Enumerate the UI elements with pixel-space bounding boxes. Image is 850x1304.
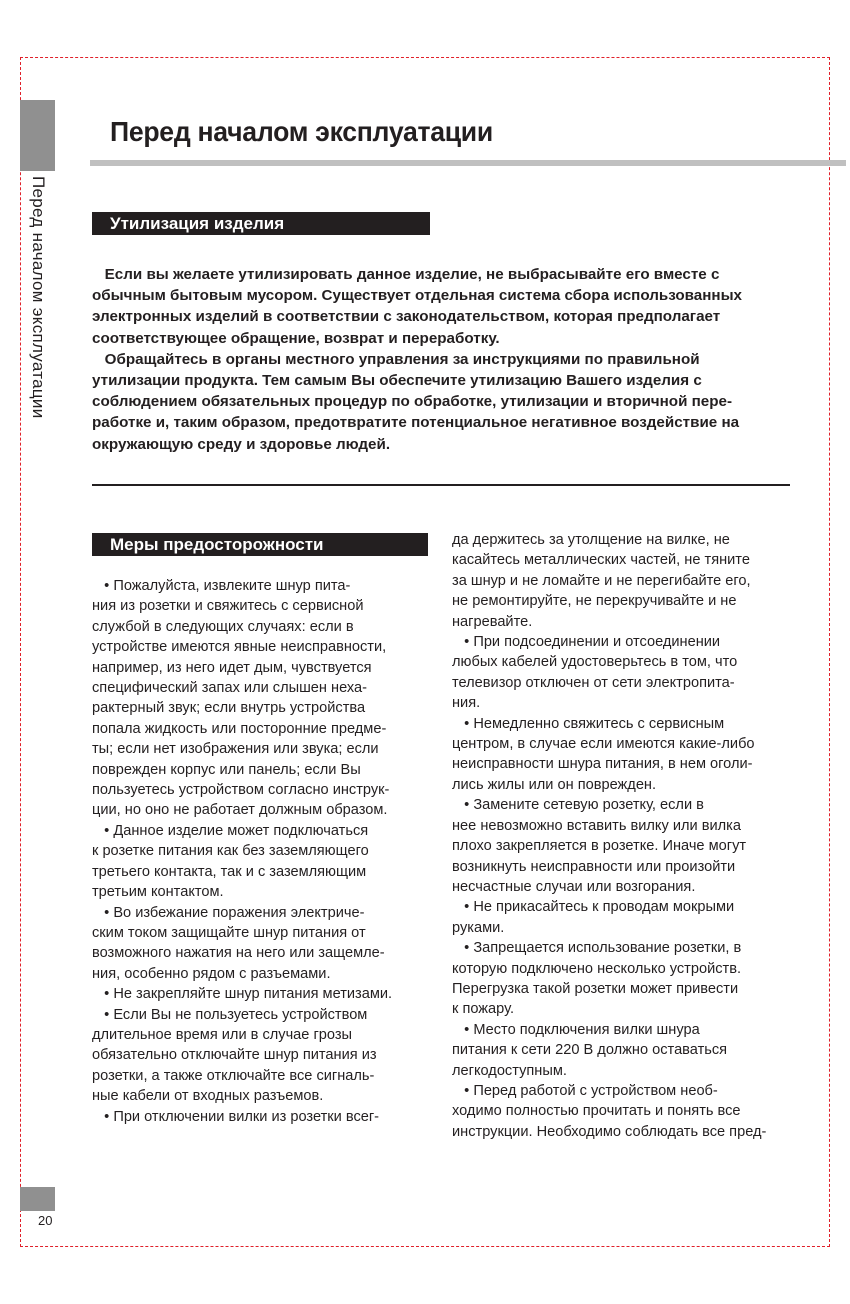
section-heading-disposal: Утилизация изделия: [92, 212, 430, 235]
text-line: несчастные случаи или возгорания.: [452, 878, 696, 895]
page-number: 20: [38, 1213, 53, 1228]
text-line: которую подключено несколько устройств.: [452, 960, 742, 977]
text-line: • Замените сетевую розетку, если в: [452, 797, 704, 814]
text-line: • Пожалуйста, извлеките шнур пита-: [92, 578, 351, 594]
text-line: к розетке питания как без заземляющего: [92, 843, 369, 860]
text-line: ским током защищайте шнур питания от: [92, 924, 366, 941]
text-line: ния из розетки и свяжитесь с сервисной: [92, 598, 364, 615]
section-heading-precautions: Меры предосторожности: [92, 533, 428, 556]
text-line: специфический запах или слышен неха-: [92, 680, 368, 697]
text-line: • При подсоединении и отсоединении: [452, 634, 721, 651]
text-line: нагревайте.: [452, 613, 533, 630]
text-line: попала жидкость или посторонние предме-: [92, 720, 387, 737]
text-line: центром, в случае если имеются какие-либо: [452, 736, 755, 753]
text-line: возникнуть неисправности или произойти: [452, 858, 736, 875]
text-line: третьего контакта, так и с заземляющим: [92, 863, 367, 880]
text-line: питания к сети 220 В должно оставаться: [452, 1042, 728, 1059]
text-line: • При отключении вилки из розетки всег-: [92, 1108, 380, 1125]
text-line: инструкции. Необходимо соблюдать все пред-: [452, 1123, 767, 1140]
text-line: ния.: [452, 695, 481, 712]
chapter-tab-marker: [20, 100, 55, 171]
text-line: Если вы желаете утилизировать данное изделие, не выбрасывайте его вместе с: [92, 266, 720, 283]
page-number-tab: [20, 1187, 55, 1211]
text-line: неисправности шнура питания, в нем оголи-: [452, 756, 753, 773]
text-line: третьим контактом.: [92, 884, 224, 901]
text-line: ты; если нет изображения или звука; если: [92, 741, 379, 758]
precautions-right-column: [452, 530, 766, 1142]
text-line: пользуетесь устройством согласно инструк-: [92, 782, 390, 799]
text-line: лись жилы или он поврежден.: [452, 776, 657, 793]
text-line: • Данное изделие может подключаться: [92, 822, 369, 839]
text-line: ные кабели от входных разъемов.: [92, 1088, 324, 1105]
text-line: Обращайтесь в органы местного управления за инструкциями по правильной: [92, 350, 700, 368]
text-line: руками.: [452, 919, 505, 936]
text-line: • Перед работой с устройством необ-: [452, 1082, 718, 1099]
text-line: соответствующее обращение, возврат и переработку.: [92, 329, 500, 347]
text-line: ции, но оно не работает должным образом.: [92, 802, 388, 819]
text-line: да держитесь за утолщение на вилке, не: [452, 532, 730, 548]
text-line: работке и, таким образом, предотвратите потенциальное негативное воздействие на: [92, 414, 740, 432]
text-line: • Не прикасайтесь к проводам мокрыми: [452, 899, 735, 916]
side-chapter-label: Перед началом эксплуатации: [29, 176, 48, 419]
text-line: ния, особенно рядом с разъемами.: [92, 965, 331, 982]
text-line: службой в следующих случаях: если в: [92, 618, 354, 635]
title-rule: [90, 160, 846, 166]
page-title: Перед началом эксплуатации: [110, 116, 493, 147]
text-line: касайтесь металлических частей, не тяните: [452, 552, 750, 569]
text-line: Перегрузка такой розетки может привести: [452, 980, 739, 997]
text-line: утилизации продукта. Тем самым Вы обеспечите утилизацию Вашего изделия с: [92, 372, 702, 390]
section-divider: [92, 484, 790, 486]
text-line: рактерный звук; если внутрь устройства: [92, 700, 366, 717]
text-line: обычным бытовым мусором. Существует отдельная система сбора использованных: [92, 287, 742, 305]
text-line: не ремонтируйте, не перекручивайте и не: [452, 593, 737, 610]
text-line: к пожару.: [452, 1001, 515, 1018]
text-line: поврежден корпус или панель; если Вы: [92, 761, 361, 778]
precautions-left-column: [92, 576, 392, 1127]
text-line: • Немедленно свяжитесь с сервисным: [452, 715, 725, 732]
text-line: за шнур и не ломайте и не перегибайте его,: [452, 572, 751, 589]
text-line: окружающую среду и здоровье людей.: [92, 435, 391, 453]
disposal-text: [92, 264, 802, 455]
text-line: длительное время или в случае грозы: [92, 1026, 353, 1043]
text-line: • Во избежание поражения электриче-: [92, 904, 365, 921]
text-line: электронных изделий в соответствии с законодательством, которая предполагает: [92, 308, 721, 326]
text-line: телевизор отключен от сети электропита-: [452, 674, 735, 691]
text-line: розетки, а также отключайте все сигналь-: [92, 1067, 375, 1084]
text-line: легкодоступным.: [452, 1062, 567, 1079]
text-line: нее невозможно вставить вилку или вилка: [452, 817, 741, 834]
text-line: • Запрещается использование розетки, в: [452, 940, 742, 957]
text-line: устройстве имеются явные неисправности,: [92, 639, 387, 656]
text-line: соблюдением обязательных процедур по обработке, утилизации и вторичной пере-: [92, 393, 733, 411]
text-line: обязательно отключайте шнур питания из: [92, 1047, 377, 1064]
text-line: плохо закрепляется в розетке. Иначе могут: [452, 838, 747, 855]
text-line: • Не закрепляйте шнур питания метизами.: [92, 986, 393, 1003]
text-line: ходимо полностью прочитать и понять все: [452, 1103, 741, 1120]
text-line: возможного нажатия на него или защемле-: [92, 945, 385, 962]
text-line: • Место подключения вилки шнура: [452, 1021, 700, 1038]
text-line: • Если Вы не пользуетесь устройством: [92, 1006, 368, 1023]
text-line: любых кабелей удостоверьтесь в том, что: [452, 654, 738, 671]
text-line: например, из него идет дым, чувствуется: [92, 659, 372, 676]
